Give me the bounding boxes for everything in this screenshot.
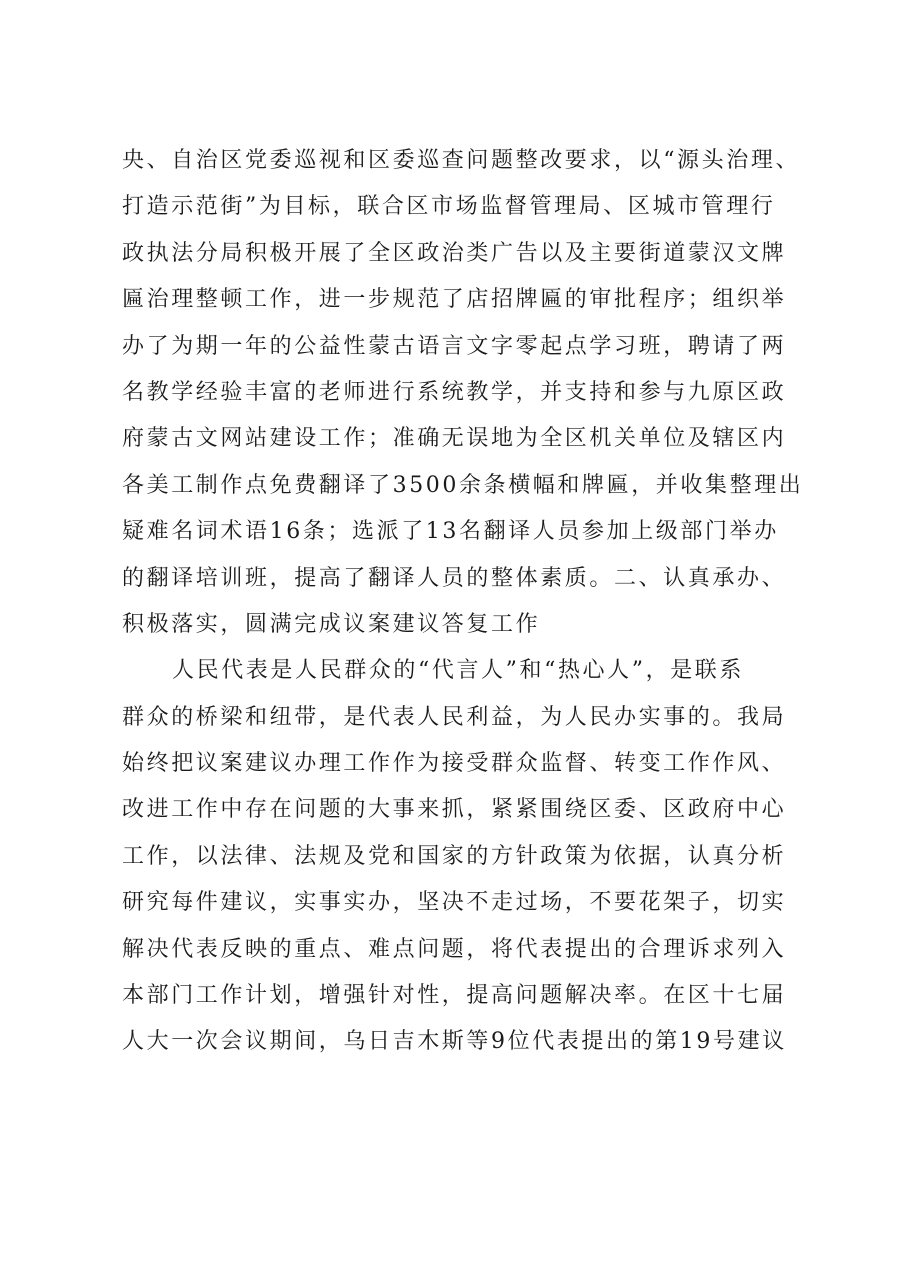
text-line: 打造示范街”为目标，联合区市场监督管理局、区城市管理行 [122, 194, 776, 220]
paragraph-first-line: 人民代表是人民群众的“代言人”和“热心人”，是联系 [172, 658, 744, 684]
text-line: 群众的桥梁和纽带，是代表人民利益，为人民办实事的。我局 [122, 704, 787, 730]
text-line: 疑难名词术语16条；选派了13名翻译人员参加上级部门举办 [122, 519, 779, 545]
text-line: 本部门工作计划，增强针对性，提高问题解决率。在区十七届 [122, 983, 787, 1009]
text-line: 各美工制作点免费翻译了3500余条横幅和牌匾，并收集整理出 [122, 472, 804, 498]
text-line: 名教学经验丰富的老师进行系统教学，并支持和参与九原区政 [122, 379, 787, 405]
text-line: 解决代表反映的重点、难点问题，将代表提出的合理诉求列入 [122, 936, 787, 962]
text-line: 人大一次会议期间，乌日吉木斯等9位代表提出的第19号建议 [122, 1029, 787, 1055]
text-line: 积极落实，圆满完成议案建议答复工作 [122, 611, 541, 637]
text-line: 政执法分局积极开展了全区政治类广告以及主要街道蒙汉文牌 [122, 240, 787, 266]
text-line: 匾治理整顿工作，进一步规范了店招牌匾的审批程序；组织举 [122, 287, 787, 313]
text-line: 的翻译培训班，提高了翻译人员的整体素质。二、认真承办、 [122, 565, 787, 591]
text-line: 办了为期一年的公益性蒙古语言文字零起点学习班，聘请了两 [122, 333, 787, 359]
text-line: 工作，以法律、法规及党和国家的方针政策为依据，认真分析 [122, 843, 787, 869]
body-text [122, 138, 802, 1066]
text-line: 府蒙古文网站建设工作；准确无误地为全区机关单位及辖区内 [122, 426, 787, 452]
text-line: 央、自治区党委巡视和区委巡查问题整改要求，以“源头治理、 [122, 148, 801, 173]
text-line: 始终把议案建议办理工作作为接受群众监督、转变工作作风、 [122, 751, 787, 777]
text-line: 研究每件建议，实事实办，坚决不走过场，不要花架子，切实 [122, 890, 787, 916]
text-line: 改进工作中存在问题的大事来抓，紧紧围绕区委、区政府中心 [122, 797, 787, 823]
